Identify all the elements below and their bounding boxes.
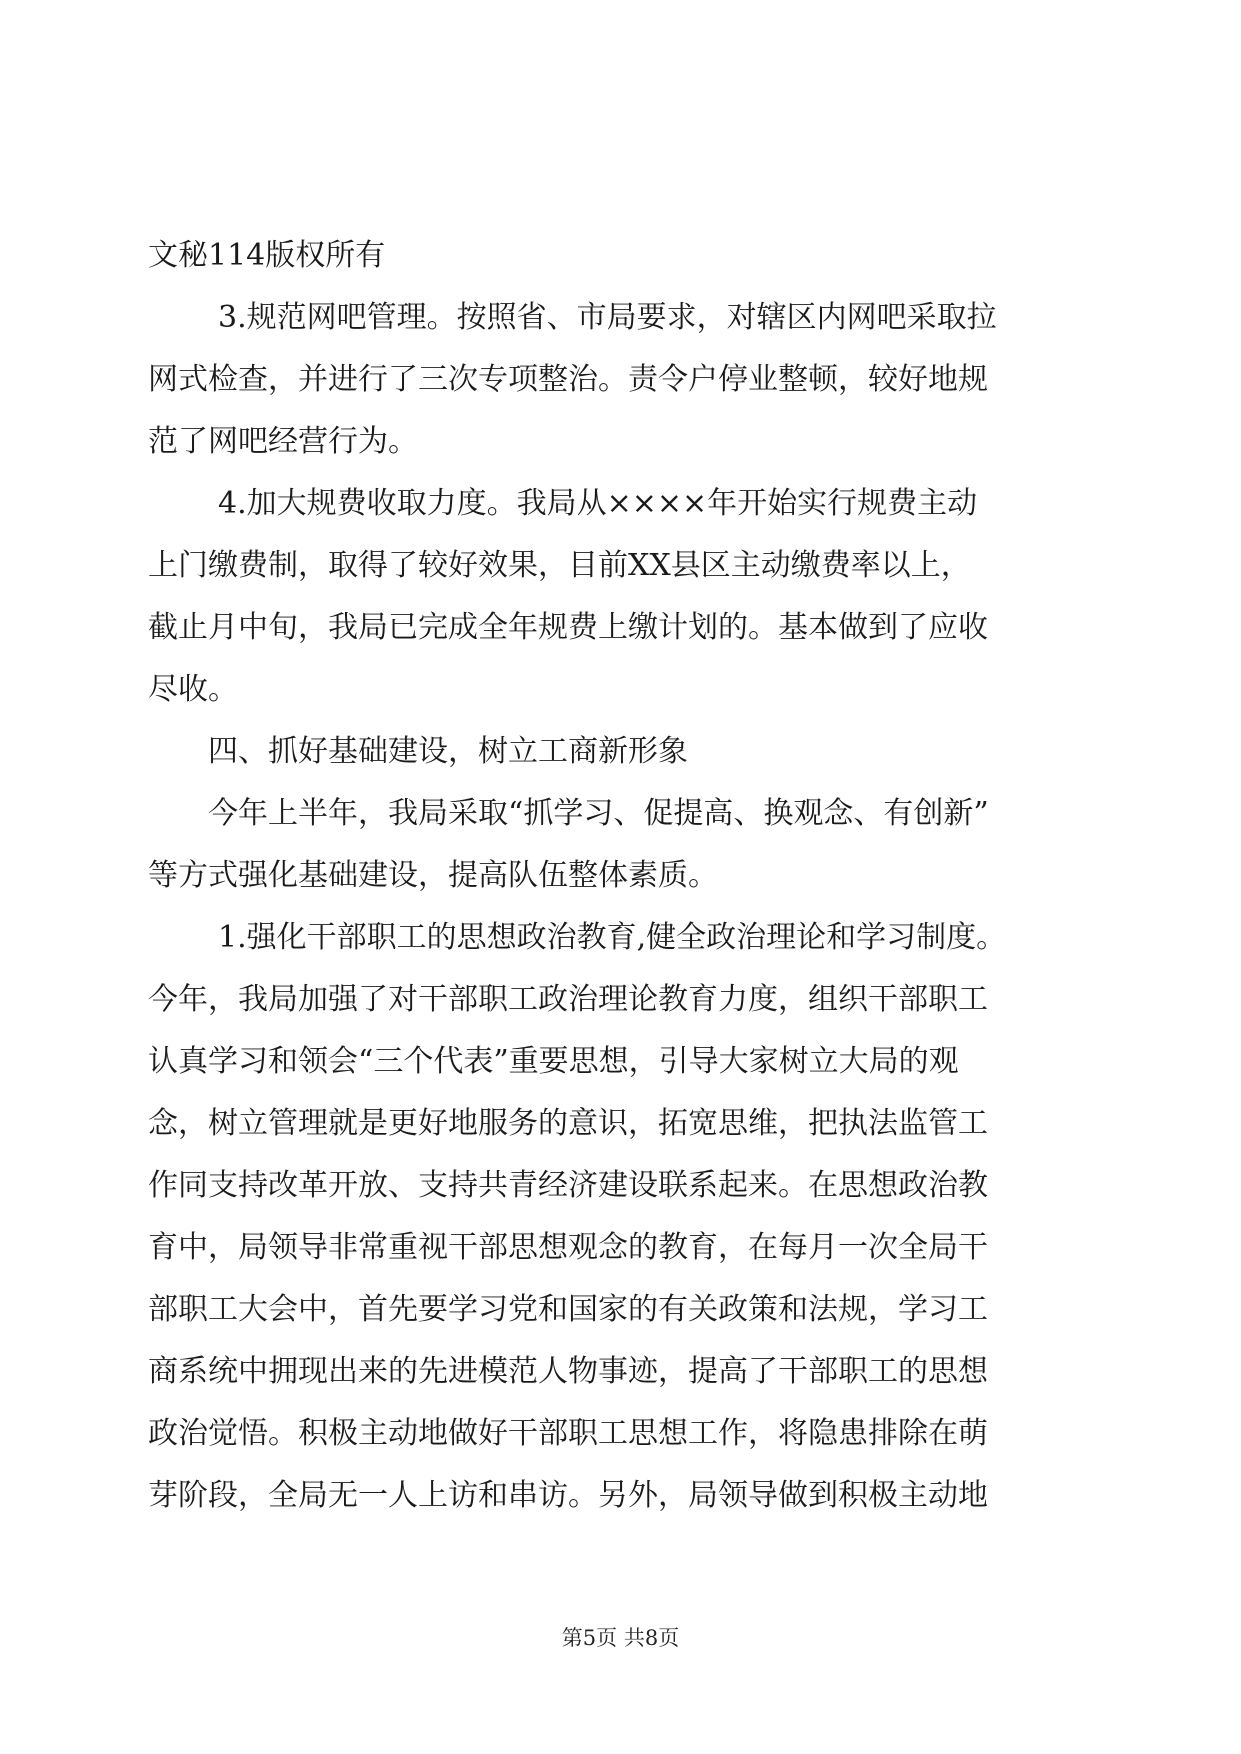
text-line: 政治觉悟。积极主动地做好干部职工思想工作，将隐患排除在萌 — [148, 1416, 988, 1451]
text-line: 商系统中拥现出来的先进模范人物事迹，提高了干部职工的思想 — [148, 1354, 988, 1389]
text-line: 1.强化干部职工的思想政治教育,健全政治理论和学习制度。 — [218, 920, 1007, 955]
text-line: 网式检查，并进行了三次专项整治。责令户停业整顿，较好地规 — [148, 362, 988, 397]
text-line: 文秘114版权所有 — [148, 238, 386, 273]
text-line: 4.加大规费收取力度。我局从××××年开始实行规费主动 — [218, 486, 978, 521]
text-line: 截止月中旬，我局已完成全年规费上缴计划的。基本做到了应收 — [148, 610, 988, 645]
page-number-footer: 第5页 共8页 — [561, 1626, 680, 1650]
text-line: 今年上半年，我局采取“抓学习、促提高、换观念、有创新” — [208, 796, 989, 831]
text-line: 上门缴费制，取得了较好效果，目前XX县区主动缴费率以上， — [148, 548, 971, 583]
text-line: 育中，局领导非常重视干部思想观念的教育，在每月一次全局干 — [148, 1230, 988, 1265]
text-line: 尽收。 — [148, 672, 238, 707]
section-heading: 四、抓好基础建设，树立工商新形象 — [208, 734, 688, 769]
text-line: 范了网吧经营行为。 — [148, 424, 418, 459]
text-line: 作同支持改革开放、支持共青经济建设联系起来。在思想政治教 — [148, 1168, 988, 1203]
text-line: 念，树立管理就是更好地服务的意识，拓宽思维，把执法监管工 — [148, 1106, 988, 1141]
text-line: 3.规范网吧管理。按照省、市局要求，对辖区内网吧采取拉 — [218, 300, 997, 335]
text-line: 今年，我局加强了对干部职工政治理论教育力度，组织干部职工 — [148, 982, 988, 1017]
text-line: 部职工大会中，首先要学习党和国家的有关政策和法规，学习工 — [148, 1292, 988, 1327]
text-line: 芽阶段，全局无一人上访和串访。另外，局领导做到积极主动地 — [148, 1478, 988, 1513]
text-line: 等方式强化基础建设，提高队伍整体素质。 — [148, 858, 718, 893]
text-line: 认真学习和领会“三个代表”重要思想，引导大家树立大局的观 — [148, 1044, 959, 1079]
